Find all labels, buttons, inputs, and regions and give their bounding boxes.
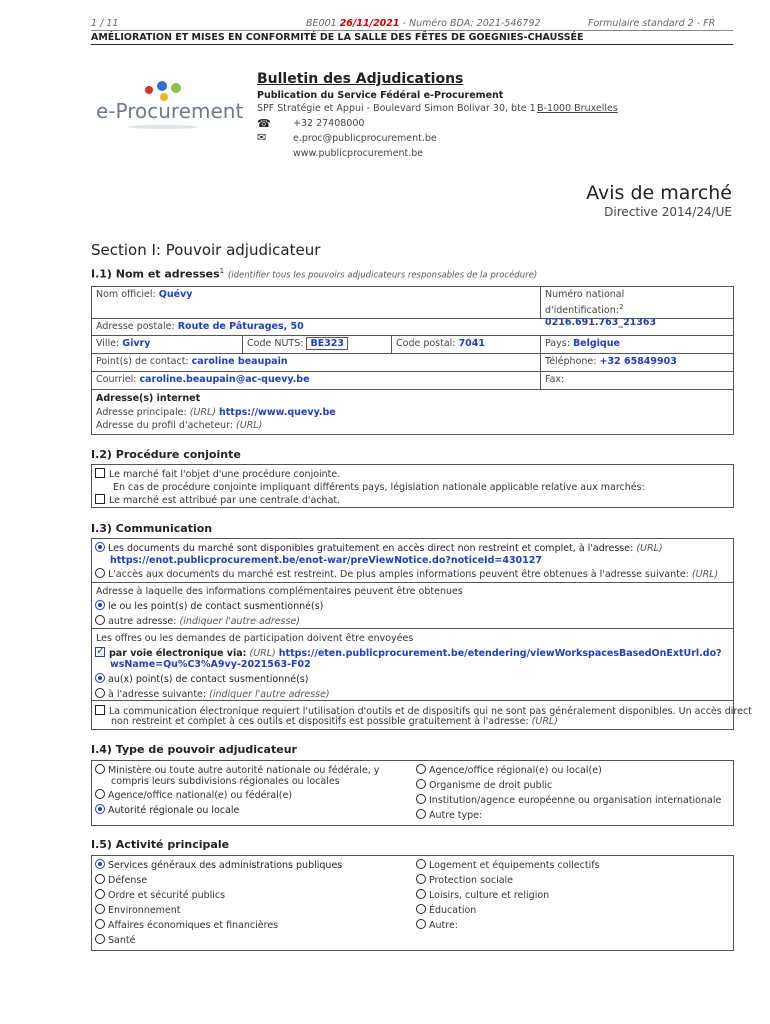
adresse-cell (91, 318, 734, 336)
subsection-i5-heading: I.5) Activité principale (91, 838, 230, 851)
i5-defense-radio[interactable] (95, 874, 105, 884)
doc-restricted-text: L'accès aux documents du marché est restreint. De plus amples informations peuvent être obtenues à l'adresse suivante: (108, 569, 689, 580)
logo-text: e-Procurement (96, 99, 244, 123)
cp-label: Code postal: (396, 338, 456, 349)
offers-label: Les offres ou les demandes de participation doivent être envoyées (96, 633, 414, 644)
nuts-label: Code NUTS: (247, 338, 304, 349)
i4-left-row-1 (95, 764, 379, 776)
principale-label: Adresse principale: (96, 406, 187, 418)
bulletin-phone: +32 27408000 (293, 118, 365, 129)
info-opt2-row (95, 615, 300, 627)
i2-row-1 (95, 468, 340, 480)
central-purchasing-checkbox[interactable] (95, 494, 105, 504)
i4-eu-institution-radio[interactable] (416, 794, 426, 804)
i4-left-row-3 (95, 804, 239, 816)
info-opt2-note: (indiquer l'autre adresse) (179, 616, 300, 627)
offers-opt3-row (95, 688, 330, 700)
electronic-tools-checkbox[interactable] (95, 705, 105, 715)
principale-value[interactable]: https://www.quevy.be (219, 406, 336, 418)
i5-left-1: Services généraux des administrations publiques (108, 860, 343, 871)
adresse-label: Adresse postale: (96, 321, 175, 332)
i1-note: (identifier tous les pouvoirs adjudicateurs responsables de la procédure) (227, 270, 538, 281)
electronic-url-label: (URL) (531, 716, 558, 727)
i3-doc-restricted-row (95, 568, 718, 580)
i5-right-row-2 (416, 874, 513, 886)
offers-url-2-text[interactable]: wsName=Qu%C3%A9vy-2021563-F02 (110, 659, 311, 670)
i5-left-3: Ordre et sécurité publics (108, 890, 226, 901)
i5-order-radio[interactable] (95, 889, 105, 899)
i5-environment-radio[interactable] (95, 904, 105, 914)
i3-doc-free-row (95, 542, 663, 554)
internet-cell (91, 389, 734, 435)
i2-line2: En cas de procédure conjointe impliquant différents pays, législation nationale applicable relative aux marchés: (113, 482, 645, 493)
i5-right-4: Éducation (429, 905, 477, 916)
subsection-i1-heading: I.1) Nom et adresses$^1$ (identifier tous les pouvoirs adjudicateurs responsables de la procédure) (91, 267, 538, 281)
publication-date: 26/11/2021 (339, 18, 400, 29)
i5-economic-radio[interactable] (95, 919, 105, 929)
bulletin-address: SPF Stratégie et Appui - Boulevard Simon Bolivar 30, bte 1 (257, 103, 536, 114)
contact-label: Point(s) de contact: (96, 356, 189, 367)
i2-row-3 (95, 494, 340, 506)
i4-national-agency-radio[interactable] (95, 789, 105, 799)
i5-right-row-1 (416, 859, 600, 871)
telephone-cell (540, 353, 734, 372)
ville-cell (91, 335, 243, 354)
profil-url-label: (URL) (236, 420, 263, 431)
subsection-i2-heading: I.2) Procédure conjointe (91, 448, 241, 461)
i5-other-radio[interactable] (416, 919, 426, 929)
offers-opt1-text: par voie électronique via: (109, 648, 247, 659)
i4-right-row-3 (416, 794, 721, 806)
nom-value: Quévy (158, 289, 193, 300)
page-number: 1 / 11 (91, 18, 119, 29)
doc-reference (306, 18, 541, 29)
bulletin-title: Bulletin des Adjudications (257, 71, 464, 87)
electronic-row-2 (111, 716, 558, 727)
doc-free-url-label: (URL) (636, 543, 663, 554)
i4-ministry-radio[interactable] (95, 764, 105, 774)
offers-address-radio[interactable] (95, 688, 105, 698)
pays-value: Belgique (572, 338, 620, 349)
principale-url-label: (URL) (189, 406, 216, 418)
i4-left-1b: compris leurs subdivisions régionales ou locales (111, 776, 340, 787)
offers-contact-radio[interactable] (95, 673, 105, 683)
header-divider (91, 30, 733, 31)
numero-national-cell: Numéro national d'identification:$^2$ 0216.691.763_21363 (540, 286, 734, 319)
pays-cell (540, 335, 734, 354)
courriel-label: Courriel: (96, 374, 137, 385)
i4-right-4: Autre type: (429, 810, 483, 821)
electronic-text-2: non restreint et complet à ces outils et dispositifs est possible gratuitement à l'adresse: (111, 716, 529, 727)
i4-public-body-radio[interactable] (416, 779, 426, 789)
code-postal-cell (391, 335, 541, 354)
doc-url[interactable] (110, 555, 542, 566)
offers-url-1[interactable]: https://eten.publicprocurement.be/etendering/viewWorkspacesBasedOnExtUrl.do? (278, 648, 722, 659)
i5-health-radio[interactable] (95, 934, 105, 944)
i5-left-row-6 (95, 934, 135, 946)
i4-regional-authority-radio[interactable] (95, 804, 105, 814)
tel-label: Téléphone: (545, 356, 597, 367)
offers-opt3-note: (indiquer l'autre adresse) (209, 689, 330, 700)
i5-left-row-2 (95, 874, 147, 886)
info-opt1-row (95, 600, 323, 612)
joint-procedure-checkbox[interactable] (95, 468, 105, 478)
i5-right-2: Protection sociale (429, 875, 514, 886)
num-label-1: Numéro national (545, 289, 625, 300)
i5-left-4: Environnement (108, 905, 181, 916)
subsection-i4-heading: I.4) Type de pouvoir adjudicateur (91, 743, 297, 756)
contact-value: caroline beaupain (191, 356, 288, 367)
ville-value: Givry (122, 338, 151, 349)
profil-label: Adresse du profil d'acheteur: (96, 420, 234, 431)
i4-left-1: Ministère ou toute autre autorité nationale ou fédérale, y (108, 765, 380, 776)
contact-cell (91, 353, 541, 372)
doc-ref-suffix: - Numéro BDA: 2021-546792 (402, 18, 541, 29)
i5-right-row-4 (416, 904, 476, 916)
offers-electronic-checkbox[interactable] (95, 647, 105, 657)
contract-title: AMÉLIORATION ET MISES EN CONFORMITÉ DE LA SALLE DES FÊTES DE GOEGNIES-CHAUSSÉE (91, 32, 733, 45)
i5-left-row-5 (95, 919, 278, 931)
bulletin-city: B-1000 Bruxelles (537, 103, 618, 114)
bulletin-subtitle: Publication du Service Fédéral e-Procurement (257, 90, 504, 101)
offers-opt1-row (95, 647, 722, 659)
notice-directive: Directive 2014/24/UE (604, 205, 732, 219)
i1-heading-text: I.1) Nom et adresses (91, 267, 220, 281)
fax-label: Fax: (545, 374, 565, 385)
i5-education-radio[interactable] (416, 904, 426, 914)
fax-cell (540, 371, 734, 390)
courriel-cell (91, 371, 541, 390)
i5-left-2: Défense (108, 875, 148, 886)
offers-opt3-text: à l'adresse suivante: (108, 689, 207, 700)
info-opt1-text: le ou les point(s) de contact susmentionné(s) (108, 601, 324, 612)
pays-label: Pays: (545, 338, 570, 349)
i5-right-1: Logement et équipements collectifs (429, 860, 600, 871)
i4-right-1: Agence/office régional(e) ou local(e) (429, 765, 602, 776)
doc-restricted-url-label: (URL) (691, 569, 719, 580)
nom-officiel-cell (91, 286, 541, 319)
offers-opt2-text: au(x) point(s) de contact susmentionné(s) (108, 674, 309, 685)
i4-right-2: Organisme de droit public (429, 780, 553, 791)
nuts-value: BE323 (306, 337, 348, 350)
i4-left-3: Autorité régionale ou locale (108, 805, 240, 816)
info-opt2-text: autre adresse: (108, 616, 177, 627)
i5-social-radio[interactable] (416, 874, 426, 884)
doc-url-text[interactable]: https://enot.publicprocurement.be/enot-war/preViewNotice.do?noticeId=430127 (110, 555, 542, 566)
mail-icon: ✉ (257, 131, 267, 144)
num-value: 0216.691.763_21363 (545, 317, 657, 329)
offers-url-2[interactable] (110, 659, 311, 670)
info-other-radio[interactable] (95, 615, 105, 625)
i2-line1: Le marché fait l'objet d'une procédure conjointe. (109, 469, 341, 480)
i5-left-row-1 (95, 859, 342, 871)
i5-left-5: Affaires économiques et financières (108, 920, 279, 931)
i4-left-row-2 (95, 789, 292, 801)
nuts-cell (242, 335, 392, 354)
i2-line3: Le marché est attribué par une centrale d'achat. (109, 495, 341, 506)
i5-left-row-4 (95, 904, 181, 916)
subsection-i3-heading: I.3) Communication (91, 522, 213, 535)
bulletin-email[interactable]: e.proc@publicprocurement.be (293, 133, 437, 144)
logo-shadow (128, 125, 198, 129)
bulletin-website[interactable]: www.publicprocurement.be (293, 148, 424, 159)
i4-right-row-2 (416, 779, 552, 791)
offers-url-label: (URL) (249, 648, 276, 659)
i5-left-row-3 (95, 889, 225, 901)
electronic-text-1: La communication électronique requiert l'utilisation d'outils et de dispositifs qui ne sont pas généralement disponibles. Un accès direct (109, 706, 752, 717)
cp-value: 7041 (458, 338, 486, 349)
i5-right-row-5 (416, 919, 458, 931)
i5-housing-radio[interactable] (416, 859, 426, 869)
i5-general-services-radio[interactable] (95, 859, 105, 869)
nom-label: Nom officiel: (96, 289, 156, 300)
i4-right-row-4 (416, 809, 482, 821)
i5-right-3: Loisirs, culture et religion (429, 890, 550, 901)
offers-opt2-row (95, 673, 308, 685)
ville-label: Ville: (96, 338, 120, 349)
num-label-2: d'identification: (545, 305, 619, 317)
tel-value: +32 65849903 (599, 356, 677, 367)
phone-icon: ☎ (257, 117, 271, 130)
form-name: Formulaire standard 2 - FR (588, 18, 716, 29)
doc-free-radio[interactable] (95, 542, 105, 552)
i5-right-5: Autre: (429, 920, 458, 931)
info-label: Adresse à laquelle des informations complémentaires peuvent être obtenues (96, 586, 463, 597)
adresse-value: Route de Pâturages, 50 (177, 321, 304, 332)
info-contact-radio[interactable] (95, 600, 105, 610)
i4-right-3: Institution/agence européenne ou organisation internationale (429, 795, 722, 806)
i5-leisure-radio[interactable] (416, 889, 426, 899)
e-procurement-logo-icon (140, 80, 190, 100)
i4-left-2: Agence/office national(e) ou fédéral(e) (108, 790, 293, 801)
i4-right-row-1 (416, 764, 602, 776)
notice-title: Avis de marché (586, 182, 732, 204)
i4-other-radio[interactable] (416, 809, 426, 819)
courriel-value[interactable]: caroline.beaupain@ac-quevy.be (139, 374, 310, 385)
internet-label: Adresse(s) internet (96, 393, 201, 404)
doc-free-text: Les documents du marché sont disponibles gratuitement en accès direct non restreint et complet, à l'adresse: (108, 543, 634, 554)
i4-regional-agency-radio[interactable] (416, 764, 426, 774)
section-title: Section I: Pouvoir adjudicateur (91, 241, 321, 259)
doc-restricted-radio[interactable] (95, 568, 105, 578)
i5-left-6: Santé (108, 935, 136, 946)
i5-right-row-3 (416, 889, 549, 901)
doc-ref-prefix: BE001 (306, 18, 337, 29)
